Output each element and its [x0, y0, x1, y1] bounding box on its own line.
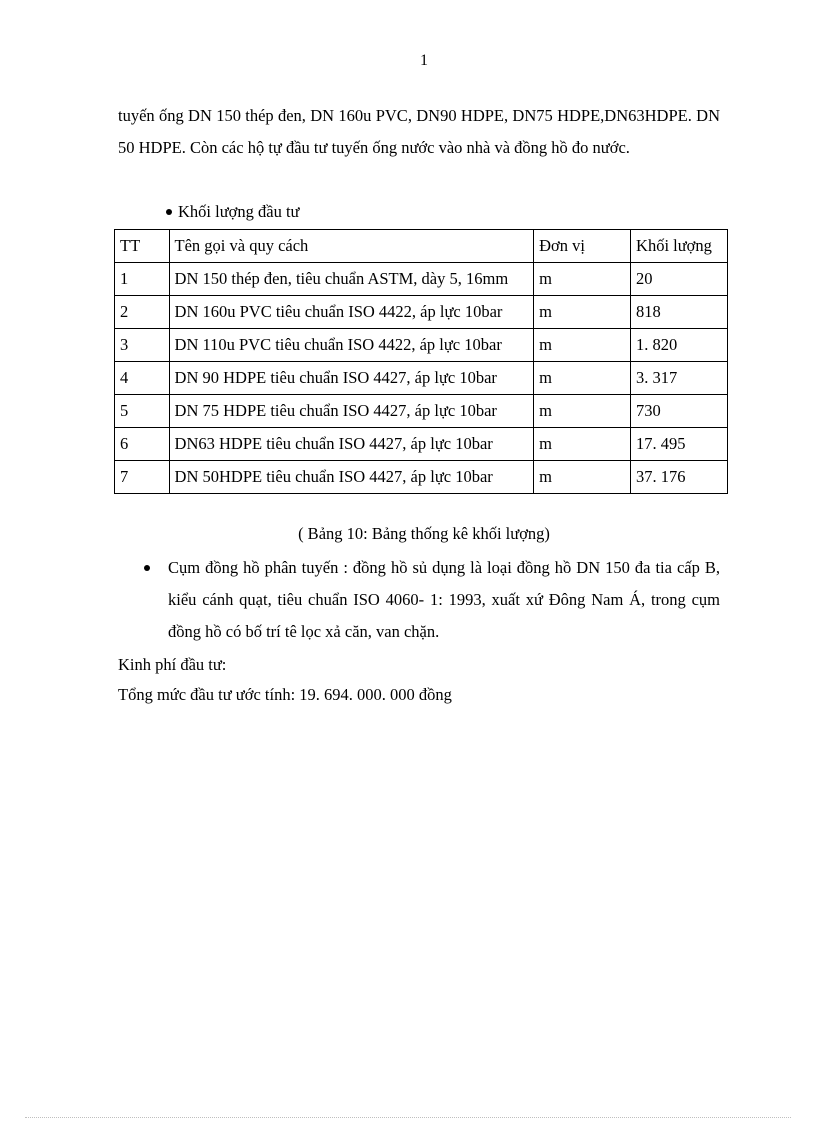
cell-quantity: 730	[631, 395, 728, 428]
cell-name: DN 75 HDPE tiêu chuẩn ISO 4427, áp lực 10bar	[169, 395, 534, 428]
cell-name: DN 150 thép đen, tiêu chuẩn ASTM, dày 5, 16mm	[169, 263, 534, 296]
bullet-icon	[166, 209, 172, 215]
volume-table	[114, 229, 728, 494]
table-header-row	[115, 230, 728, 263]
header-name: Tên gọi và quy cách	[169, 230, 534, 263]
cell-tt: 1	[115, 263, 170, 296]
table-caption: ( Bảng 10: Bảng thống kê khối lượng)	[298, 524, 550, 543]
table-row	[115, 329, 728, 362]
table-row	[115, 395, 728, 428]
volume-heading-text: Khối lượng đầu tư	[178, 202, 300, 221]
cell-name: DN 110u PVC tiêu chuẩn ISO 4422, áp lực 10bar	[169, 329, 534, 362]
cell-name: DN63 HDPE tiêu chuẩn ISO 4427, áp lực 10bar	[169, 428, 534, 461]
cell-tt: 4	[115, 362, 170, 395]
cell-name: DN 90 HDPE tiêu chuẩn ISO 4427, áp lực 10bar	[169, 362, 534, 395]
cell-unit: m	[534, 461, 631, 494]
cell-unit: m	[534, 428, 631, 461]
volume-heading	[166, 197, 299, 227]
header-unit: Đơn vị	[534, 230, 631, 263]
cell-name: DN 50HDPE tiêu chuẩn ISO 4427, áp lực 10bar	[169, 461, 534, 494]
cell-tt: 3	[115, 329, 170, 362]
cell-unit: m	[534, 362, 631, 395]
cell-unit: m	[534, 263, 631, 296]
cell-quantity: 818	[631, 296, 728, 329]
header-tt: TT	[115, 230, 170, 263]
cell-quantity: 1. 820	[631, 329, 728, 362]
cell-quantity: 17. 495	[631, 428, 728, 461]
table-row	[115, 362, 728, 395]
page-number: 1	[420, 52, 428, 69]
cell-unit: m	[534, 329, 631, 362]
cost-total: Tổng mức đầu tư ước tính: 19. 694. 000. 000 đồng	[118, 685, 452, 704]
cost-heading: Kinh phí đầu tư:	[118, 655, 227, 674]
table-row	[115, 428, 728, 461]
cell-quantity: 20	[631, 263, 728, 296]
bullet-icon	[144, 565, 150, 571]
bullet-list	[140, 552, 720, 648]
cell-unit: m	[534, 395, 631, 428]
meter-cluster-text: Cụm đồng hồ phân tuyến : đồng hồ sủ dụng là loại đồng hồ DN 150 đa tia cấp B, kiểu cánh quạt, tiêu chuẩn ISO 4060- 1: 1993, xuất xứ Đông Nam Á, trong cụm đồng hồ có bố trí tê lọc xả căn, van chặn.	[168, 558, 720, 641]
intro-paragraph: tuyến ống DN 150 thép đen, DN 160u PVC, DN90 HDPE, DN75 HDPE,DN63HDPE. DN 50 HDPE. Còn các hộ tự đầu tư tuyến ống nước vào nhà và đồng hồ đo nước.	[118, 106, 720, 157]
cell-unit: m	[534, 296, 631, 329]
cell-quantity: 37. 176	[631, 461, 728, 494]
list-item-meter-cluster	[140, 552, 720, 648]
cell-tt: 7	[115, 461, 170, 494]
table-row	[115, 461, 728, 494]
cell-tt: 2	[115, 296, 170, 329]
cell-quantity: 3. 317	[631, 362, 728, 395]
cell-tt: 5	[115, 395, 170, 428]
page-bottom-divider	[25, 1117, 791, 1118]
table-row	[115, 263, 728, 296]
cell-name: DN 160u PVC tiêu chuẩn ISO 4422, áp lực 10bar	[169, 296, 534, 329]
header-quantity: Khối lượng	[631, 230, 728, 263]
cell-tt: 6	[115, 428, 170, 461]
table-row	[115, 296, 728, 329]
